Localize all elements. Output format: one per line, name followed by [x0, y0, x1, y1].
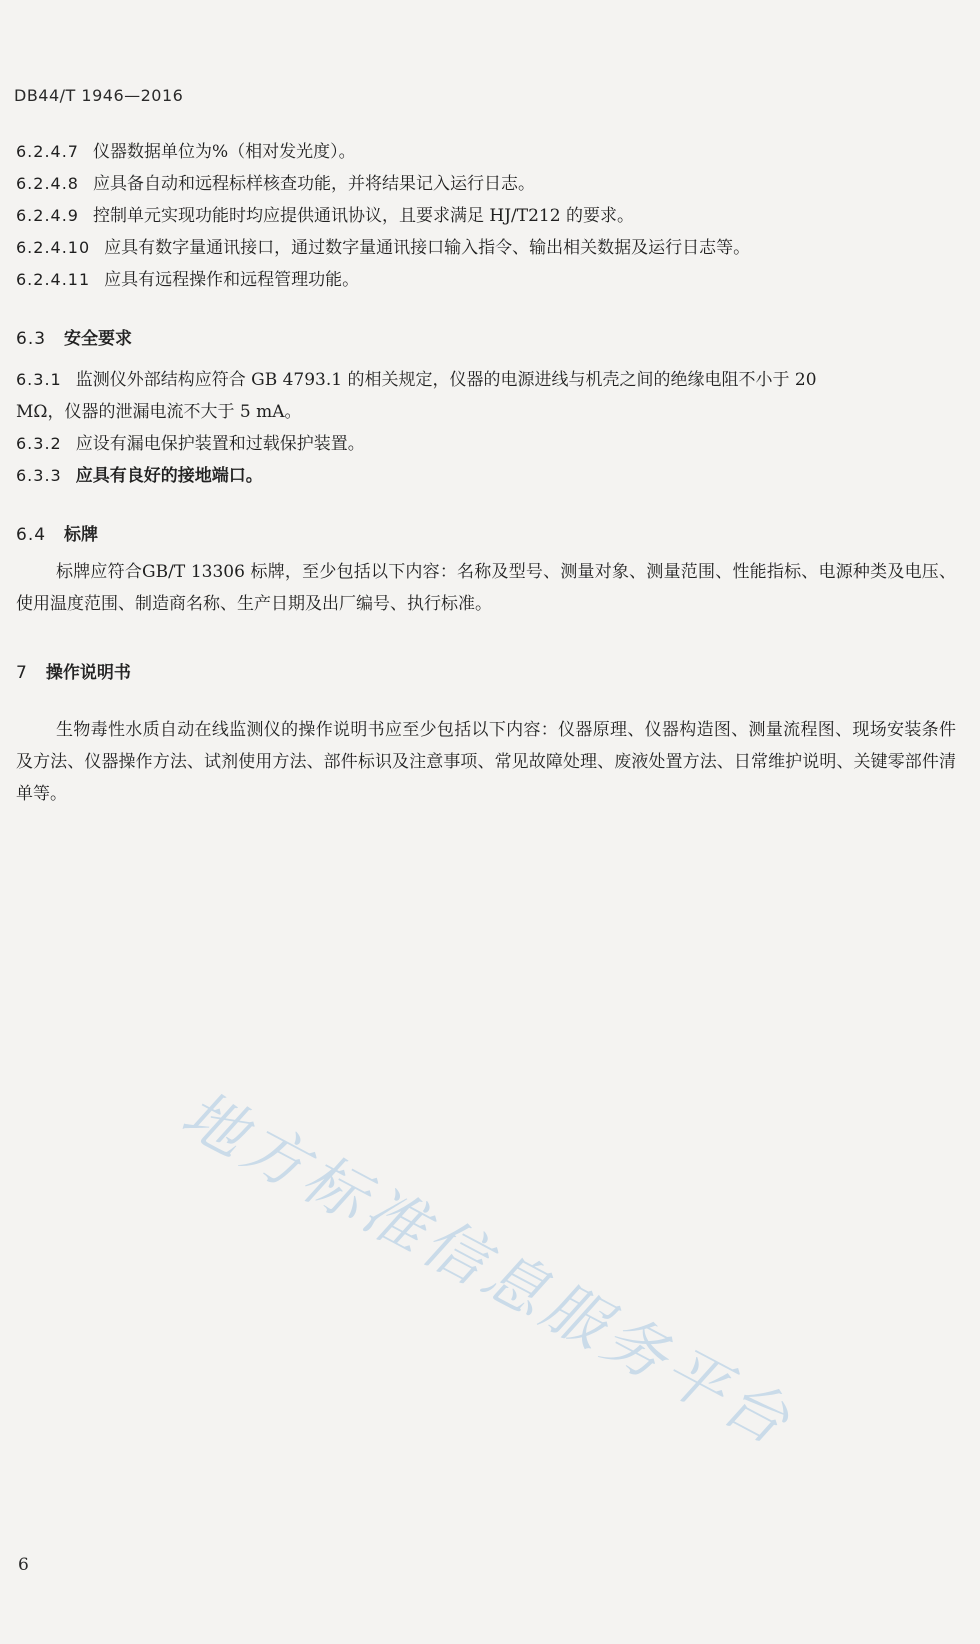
section-title: 操作说明书	[45, 663, 131, 683]
section-number: 6.4	[16, 525, 47, 545]
clause-number: 6.2.4.10	[16, 238, 91, 257]
section-number: 6.3	[16, 329, 47, 349]
section-6-4-paragraph: 标牌应符合GB/T 13306 标牌，至少包括以下内容：名称及型号、测量对象、测量范围、性能指标、电源种类及电压、使用温度范围、制造商名称、生产日期及出厂编号、执行标准。	[16, 562, 956, 614]
section-heading-7	[16, 658, 131, 683]
clause-text: 应具有良好的接地端口。	[75, 466, 263, 486]
section-heading-6-3	[16, 324, 132, 349]
clause-number: 6.2.4.9	[16, 206, 79, 225]
clause-6-2-4-11	[16, 264, 952, 296]
clause-number: 6.2.4.11	[16, 270, 91, 289]
clause-text: 应具有数字量通讯接口，通过数字量通讯接口输入指令、输出相关数据及运行日志等。	[104, 238, 751, 258]
section-title: 标牌	[64, 525, 99, 545]
clause-6-3-1-line1	[16, 364, 952, 396]
clause-6-2-4-7	[16, 136, 952, 168]
watermark-text: 地方标准信息服务平台	[170, 1076, 806, 1461]
clause-6-3-1-line2	[16, 396, 952, 428]
clause-number: 6.3.2	[16, 434, 62, 453]
clause-text: 监测仪外部结构应符合 GB 4793.1 的相关规定，仪器的电源进线与机壳之间的绝缘电阻不小于 20	[75, 370, 817, 390]
section-heading-6-4	[16, 520, 98, 545]
clause-number: 6.3.3	[16, 466, 62, 485]
section-number: 7	[16, 663, 28, 683]
clause-text: MΩ，仪器的泄漏电流不大于 5 mA。	[16, 402, 302, 422]
page-number: 6	[18, 1555, 29, 1575]
clause-text: 仪器数据单位为%（相对发光度）。	[92, 142, 356, 162]
clause-number: 6.2.4.7	[16, 142, 79, 161]
clause-text: 控制单元实现功能时均应提供通讯协议，且要求满足 HJ/T212 的要求。	[92, 206, 634, 226]
clause-6-2-4-10	[16, 232, 952, 264]
clause-number: 6.3.1	[16, 370, 62, 389]
clause-number: 6.2.4.8	[16, 174, 79, 193]
clause-text: 应具备自动和远程标样核查功能，并将结果记入运行日志。	[92, 174, 535, 194]
section-title: 安全要求	[64, 329, 133, 349]
clause-6-2-4-9	[16, 200, 952, 232]
standard-code: DB44/T 1946—2016	[14, 86, 184, 105]
clause-6-3-3	[16, 460, 952, 492]
clause-text: 应设有漏电保护装置和过载保护装置。	[75, 434, 365, 454]
clause-6-2-4-8	[16, 168, 952, 200]
section-7-paragraph: 生物毒性水质自动在线监测仪的操作说明书应至少包括以下内容：仪器原理、仪器构造图、测量流程图、现场安装条件及方法、仪器操作方法、试剂使用方法、部件标识及注意事项、常见故障处理、废液处置方法、日常维护说明、关键零部件清单等。	[16, 720, 956, 804]
clause-text: 应具有远程操作和远程管理功能。	[104, 270, 360, 290]
clause-6-3-2	[16, 428, 952, 460]
